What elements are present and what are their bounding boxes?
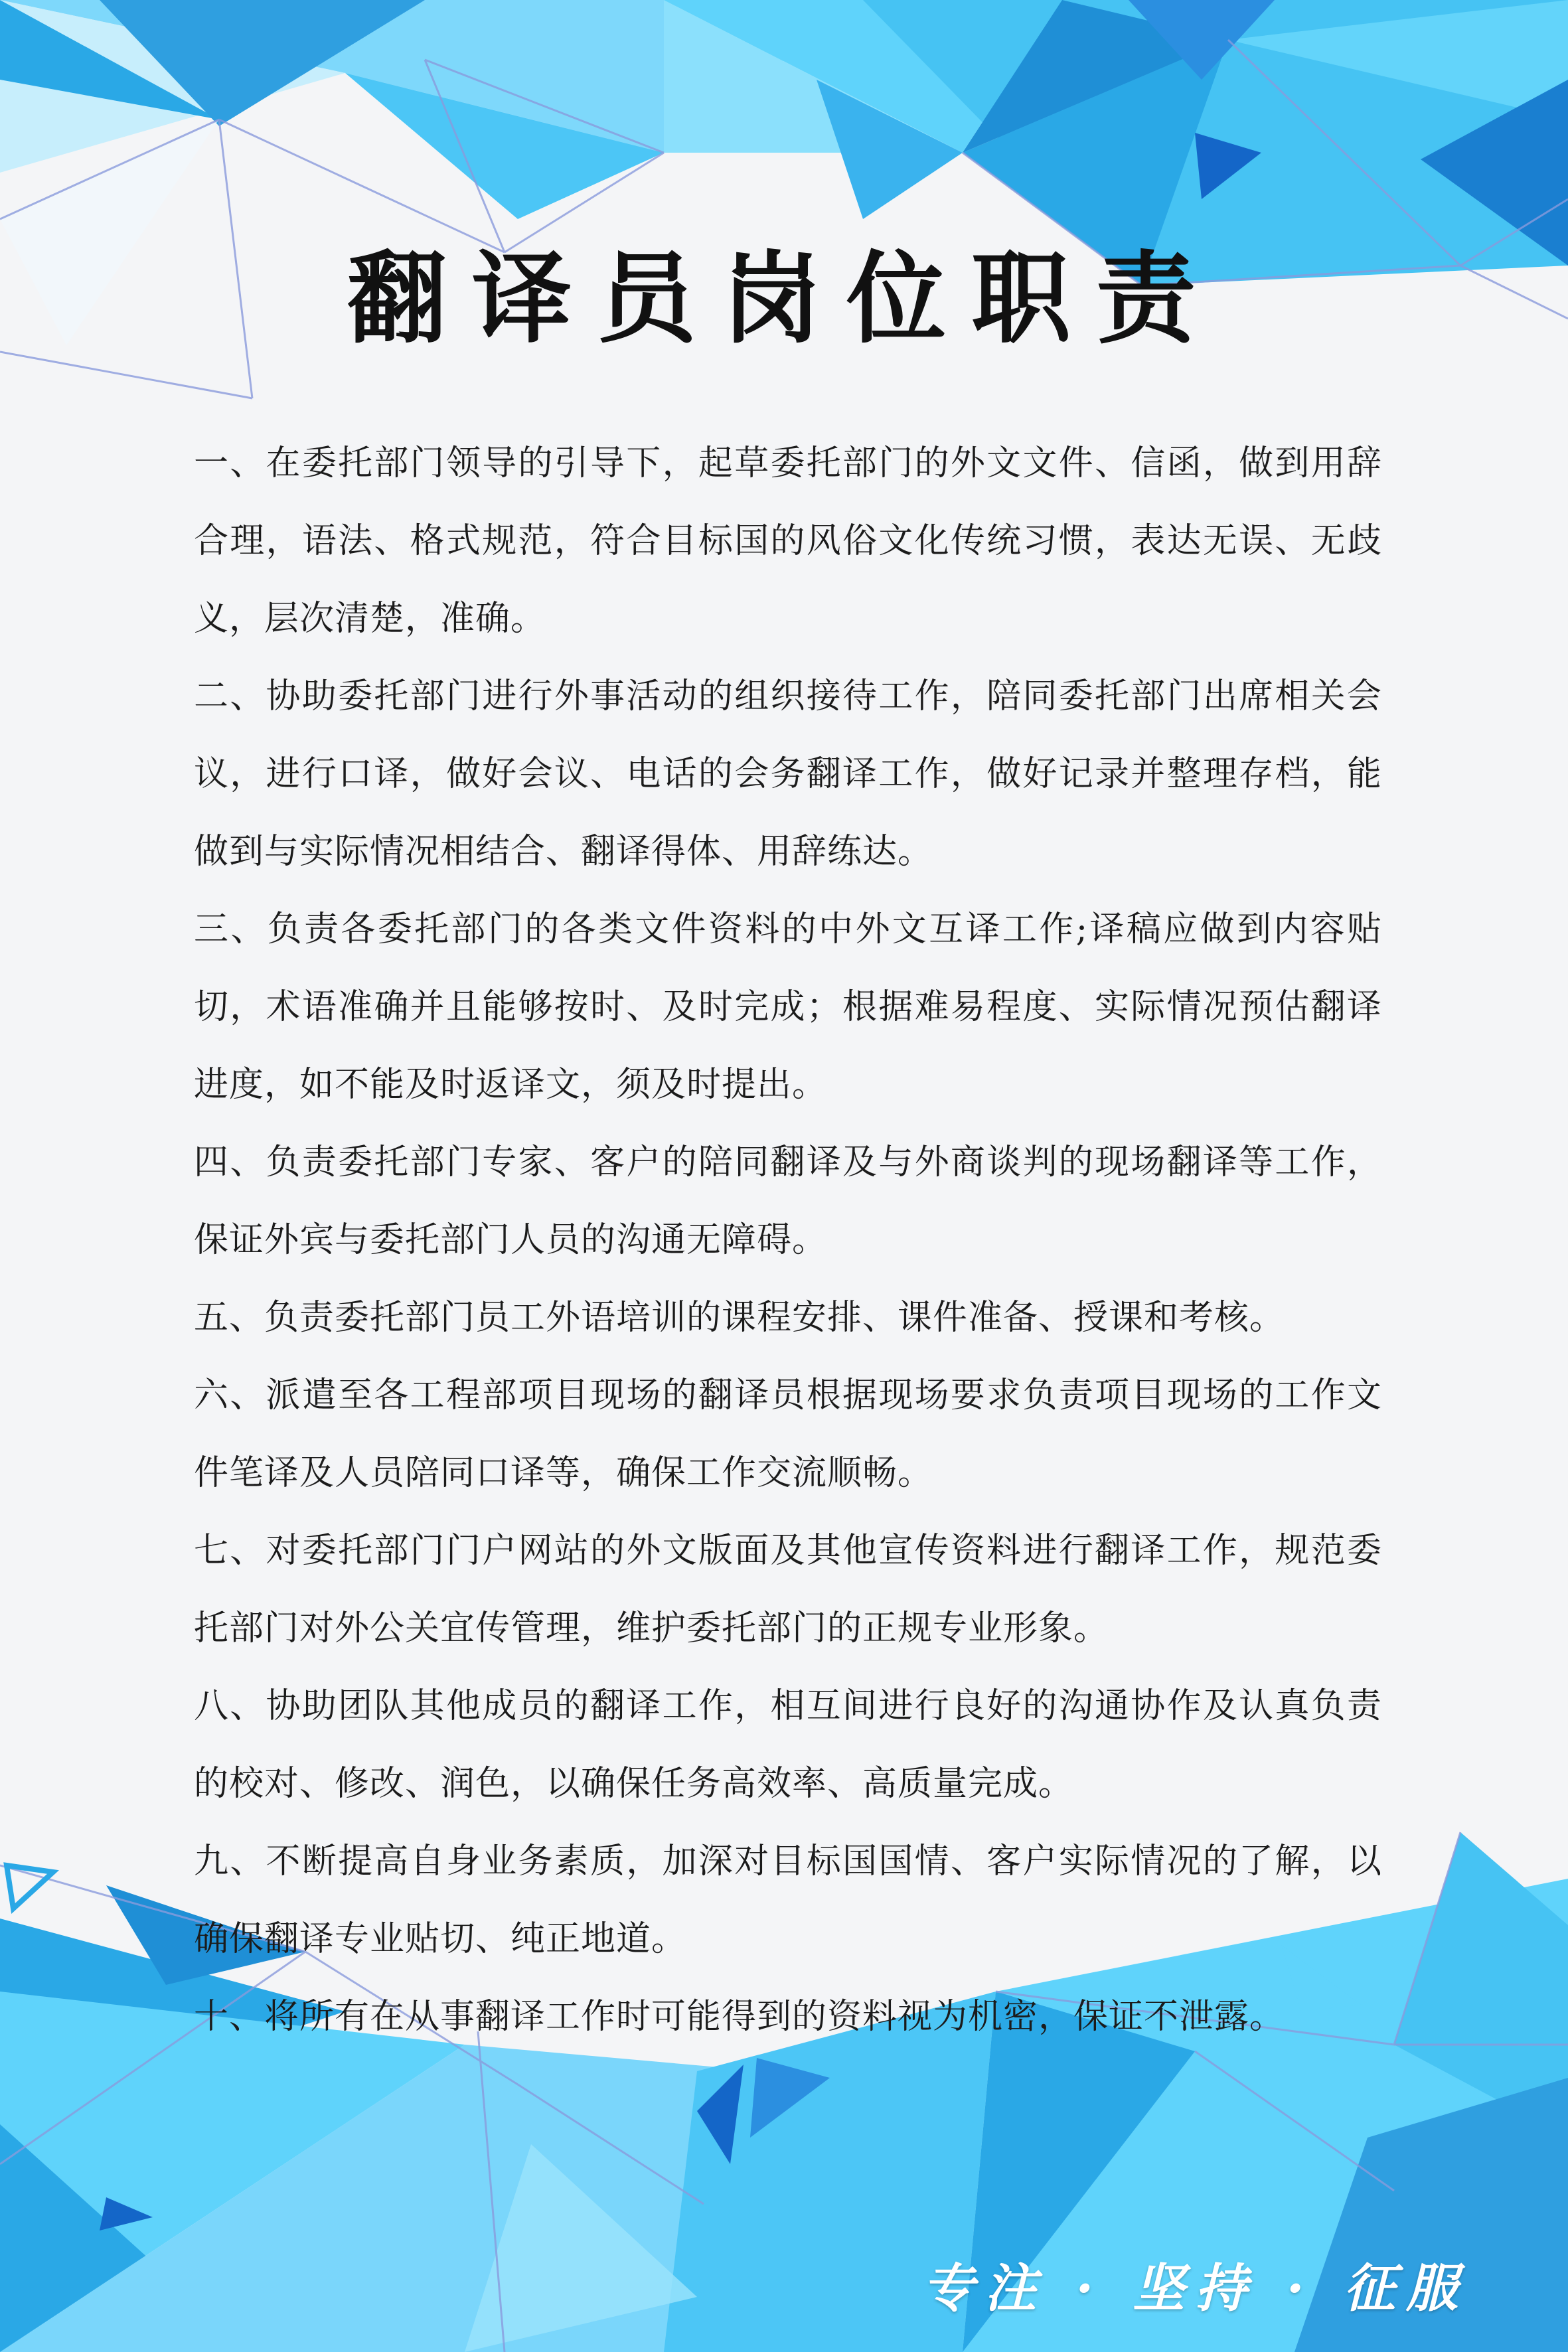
document-title: 翻译员岗位职责: [347, 240, 1221, 357]
footer-slogan: 专注 · 坚持 · 征服: [922, 2258, 1468, 2319]
duty-item-7: 七、对委托部门门户网站的外文版面及其他宣传资料进行翻译工作，规范委托部门对外公关宜传管理，维护委托部门的正规专业形象。: [194, 1531, 1382, 1648]
duty-item-6: 六、派遣至各工程部项目现场的翻译员根据现场要求负责项目现场的工作文件笔译及人员陪同口译等，确保工作交流顺畅。: [194, 1375, 1382, 1493]
duty-item-2: 二、协助委托部门进行外事活动的组织接待工作，陪同委托部门出席相关会议，进行口译，做好会议、电话的会务翻译工作，做好记录并整理存档，能做到与实际情况相结合、翻译得体、用辞练达。: [194, 676, 1382, 872]
duty-item-1: 一、在委托部门领导的引导下，起草委托部门的外文文件、信函，做到用辞合理，语法、格式规范，符合目标国的风俗文化传统习惯，表达无误、无歧义，层次清楚，准确。: [194, 443, 1382, 639]
duties-list: [194, 425, 1382, 2056]
duty-item-10: 十、将所有在从事翻译工作时可能得到的资料视为机密，保证不泄露。: [194, 1997, 1285, 2037]
duty-item-3: 三、负责各委托部门的各类文件资料的中外文互译工作;译稿应做到内容贴切，术语准确并且能够按时、及时完成；根据难易程度、实际情况预估翻译进度，如不能及时返译文，须及时提出。: [194, 909, 1382, 1105]
duty-item-9: 九、不断提高自身业务素质，加深对目标国国情、客户实际情况的了解，以确保翻译专业贴切、纯正地道。: [194, 1842, 1382, 1959]
duty-item-8: 八、协助团队其他成员的翻译工作，相互间进行良好的沟通协作及认真负责的校对、修改、润色，以确保任务高效率、高质量完成。: [194, 1686, 1382, 1804]
duty-item-5: 五、负责委托部门员工外语培训的课程安排、课件准备、授课和考核。: [194, 1298, 1285, 1338]
duty-item-4: 四、负责委托部门专家、客户的陪同翻译及与外商谈判的现场翻译等工作，保证外宾与委托部门人员的沟通无障碍。: [194, 1142, 1382, 1260]
